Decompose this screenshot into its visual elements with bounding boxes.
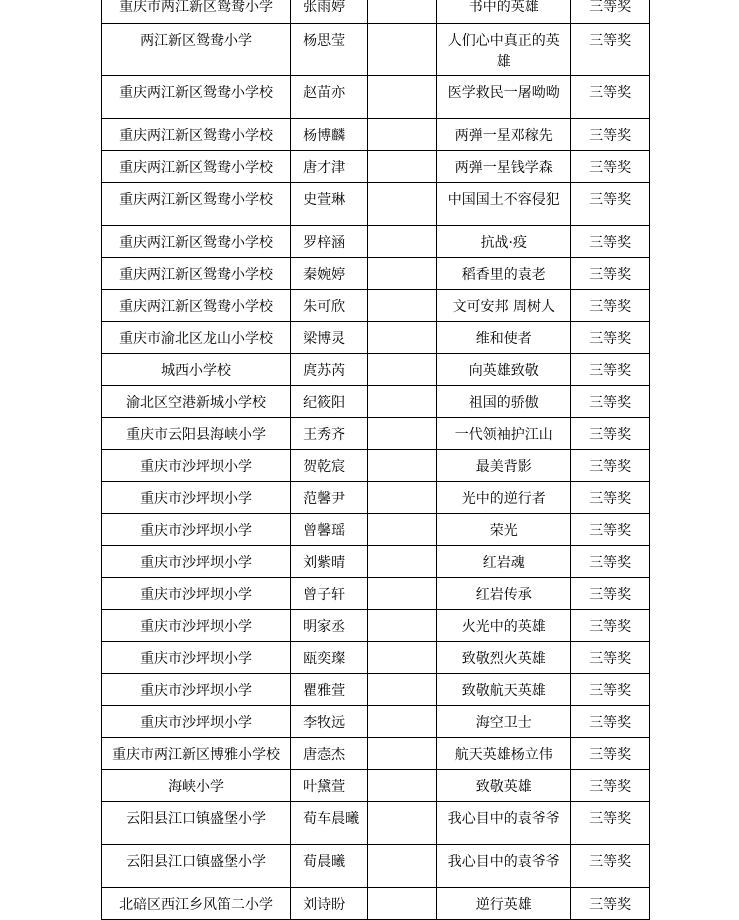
- work-title-cell: 维和使者: [437, 322, 571, 354]
- school-cell: 城西小学校: [102, 354, 291, 386]
- empty-cell: [367, 770, 437, 802]
- empty-cell: [367, 888, 437, 920]
- school-cell: 重庆市沙坪坝小学: [102, 450, 291, 482]
- student-name-cell: 杨思莹: [291, 24, 368, 76]
- work-title-cell: 医学救民一屠呦呦: [437, 76, 571, 119]
- student-name-cell: 秦婉婷: [291, 258, 368, 290]
- award-cell: 三等奖: [571, 354, 650, 386]
- work-title-cell: 我心目中的袁爷爷: [437, 845, 571, 888]
- work-title-cell: 最美背影: [437, 450, 571, 482]
- empty-cell: [367, 119, 437, 151]
- work-title-cell: 人们心中真正的英雄: [437, 24, 571, 76]
- empty-cell: [367, 24, 437, 76]
- empty-cell: [367, 354, 437, 386]
- school-cell: 重庆市沙坪坝小学: [102, 514, 291, 546]
- table-row: [102, 610, 650, 642]
- empty-cell: [367, 418, 437, 450]
- award-cell: 三等奖: [571, 610, 650, 642]
- table-row: [102, 770, 650, 802]
- work-title-cell: 红岩传承: [437, 578, 571, 610]
- school-cell: 重庆两江新区鸳鸯小学校: [102, 258, 291, 290]
- award-cell: 三等奖: [571, 642, 650, 674]
- table-row: [102, 119, 650, 151]
- empty-cell: [367, 706, 437, 738]
- empty-cell: [367, 642, 437, 674]
- table-row: [102, 76, 650, 119]
- empty-cell: [367, 450, 437, 482]
- school-cell: 重庆两江新区鸳鸯小学校: [102, 183, 291, 226]
- school-cell: 海峡小学: [102, 770, 291, 802]
- empty-cell: [367, 290, 437, 322]
- work-title-cell: 我心目中的袁爷爷: [437, 802, 571, 845]
- work-title-cell: 红岩魂: [437, 546, 571, 578]
- award-cell: 三等奖: [571, 24, 650, 76]
- student-name-cell: 叶黛萱: [291, 770, 368, 802]
- table-row: [102, 322, 650, 354]
- school-cell: 渝北区空港新城小学校: [102, 386, 291, 418]
- work-title-cell: 向英雄致敬: [437, 354, 571, 386]
- table-row: [102, 802, 650, 845]
- school-cell: 两江新区鸳鸯小学: [102, 24, 291, 76]
- table-row: [102, 888, 650, 920]
- school-cell: 重庆市沙坪坝小学: [102, 610, 291, 642]
- school-cell: 重庆市沙坪坝小学: [102, 546, 291, 578]
- work-title-cell: 中国国土不容侵犯: [437, 183, 571, 226]
- award-cell: 三等奖: [571, 674, 650, 706]
- school-cell: 重庆市沙坪坝小学: [102, 642, 291, 674]
- table-row: [102, 482, 650, 514]
- empty-cell: [367, 183, 437, 226]
- student-name-cell: 王秀齐: [291, 418, 368, 450]
- table-row: [102, 0, 650, 24]
- award-cell: 三等奖: [571, 706, 650, 738]
- student-name-cell: 纪筱阳: [291, 386, 368, 418]
- work-title-cell: 航天英雄杨立伟: [437, 738, 571, 770]
- table-row: [102, 845, 650, 888]
- student-name-cell: 杨博麟: [291, 119, 368, 151]
- table-row: [102, 24, 650, 76]
- award-cell: 三等奖: [571, 322, 650, 354]
- empty-cell: [367, 845, 437, 888]
- school-cell: 重庆市云阳县海峡小学: [102, 418, 291, 450]
- award-cell: 三等奖: [571, 183, 650, 226]
- empty-cell: [367, 738, 437, 770]
- student-name-cell: 荀车晨曦: [291, 802, 368, 845]
- school-cell: 重庆两江新区鸳鸯小学校: [102, 151, 291, 183]
- work-title-cell: 两弹一星钱学森: [437, 151, 571, 183]
- student-name-cell: 李牧远: [291, 706, 368, 738]
- school-cell: 重庆市沙坪坝小学: [102, 482, 291, 514]
- work-title-cell: 荣光: [437, 514, 571, 546]
- student-name-cell: 罗梓涵: [291, 226, 368, 258]
- student-name-cell: 曾馨瑶: [291, 514, 368, 546]
- empty-cell: [367, 514, 437, 546]
- award-cell: 三等奖: [571, 418, 650, 450]
- table-row: [102, 738, 650, 770]
- school-cell: 重庆市沙坪坝小学: [102, 578, 291, 610]
- student-name-cell: 唐才津: [291, 151, 368, 183]
- award-cell: 三等奖: [571, 0, 650, 24]
- student-name-cell: 刘紫晴: [291, 546, 368, 578]
- student-name-cell: 史萱琳: [291, 183, 368, 226]
- work-title-cell: 祖国的骄傲: [437, 386, 571, 418]
- student-name-cell: 唐悫杰: [291, 738, 368, 770]
- empty-cell: [367, 258, 437, 290]
- empty-cell: [367, 322, 437, 354]
- empty-cell: [367, 674, 437, 706]
- award-cell: 三等奖: [571, 578, 650, 610]
- award-cell: 三等奖: [571, 738, 650, 770]
- table-row: [102, 706, 650, 738]
- award-cell: 三等奖: [571, 290, 650, 322]
- school-cell: 云阳县江口镇盛堡小学: [102, 802, 291, 845]
- table-row: [102, 226, 650, 258]
- table-row: [102, 514, 650, 546]
- award-cell: 三等奖: [571, 258, 650, 290]
- award-cell: 三等奖: [571, 514, 650, 546]
- school-cell: 北碚区西江乡风笛二小学: [102, 888, 291, 920]
- table-row: [102, 183, 650, 226]
- award-cell: 三等奖: [571, 802, 650, 845]
- student-name-cell: 张雨婷: [291, 0, 368, 24]
- award-cell: 三等奖: [571, 226, 650, 258]
- award-cell: 三等奖: [571, 770, 650, 802]
- school-cell: 重庆市渝北区龙山小学校: [102, 322, 291, 354]
- empty-cell: [367, 482, 437, 514]
- student-name-cell: 瞿雅萱: [291, 674, 368, 706]
- table-row: [102, 642, 650, 674]
- empty-cell: [367, 76, 437, 119]
- award-cell: 三等奖: [571, 386, 650, 418]
- school-cell: 云阳县江口镇盛堡小学: [102, 845, 291, 888]
- student-name-cell: 荀晨曦: [291, 845, 368, 888]
- empty-cell: [367, 546, 437, 578]
- table-row: [102, 151, 650, 183]
- empty-cell: [367, 610, 437, 642]
- empty-cell: [367, 0, 437, 24]
- award-cell: 三等奖: [571, 151, 650, 183]
- student-name-cell: 庹苏芮: [291, 354, 368, 386]
- school-cell: 重庆市沙坪坝小学: [102, 706, 291, 738]
- table-row: [102, 258, 650, 290]
- work-title-cell: 致敬烈火英雄: [437, 642, 571, 674]
- empty-cell: [367, 386, 437, 418]
- school-cell: 重庆两江新区鸳鸯小学校: [102, 119, 291, 151]
- work-title-cell: 两弹一星邓稼先: [437, 119, 571, 151]
- awards-table: [101, 0, 650, 920]
- student-name-cell: 梁博灵: [291, 322, 368, 354]
- empty-cell: [367, 226, 437, 258]
- work-title-cell: 一代领袖护江山: [437, 418, 571, 450]
- student-name-cell: 朱可欣: [291, 290, 368, 322]
- work-title-cell: 光中的逆行者: [437, 482, 571, 514]
- work-title-cell: 致敬航天英雄: [437, 674, 571, 706]
- student-name-cell: 明家丞: [291, 610, 368, 642]
- award-cell: 三等奖: [571, 450, 650, 482]
- school-cell: 重庆市沙坪坝小学: [102, 674, 291, 706]
- work-title-cell: 致敬英雄: [437, 770, 571, 802]
- award-cell: 三等奖: [571, 546, 650, 578]
- school-cell: 重庆市两江新区鸳鸯小学: [102, 0, 291, 24]
- school-cell: 重庆两江新区鸳鸯小学校: [102, 226, 291, 258]
- student-name-cell: 瓯奕璨: [291, 642, 368, 674]
- award-cell: 三等奖: [571, 888, 650, 920]
- award-cell: 三等奖: [571, 482, 650, 514]
- student-name-cell: 曾子轩: [291, 578, 368, 610]
- table-row: [102, 450, 650, 482]
- work-title-cell: 火光中的英雄: [437, 610, 571, 642]
- work-title-cell: 海空卫士: [437, 706, 571, 738]
- empty-cell: [367, 578, 437, 610]
- student-name-cell: 范馨尹: [291, 482, 368, 514]
- work-title-cell: 抗战·疫: [437, 226, 571, 258]
- table-row: [102, 418, 650, 450]
- student-name-cell: 贺乾宸: [291, 450, 368, 482]
- student-name-cell: 刘诗盼: [291, 888, 368, 920]
- award-cell: 三等奖: [571, 76, 650, 119]
- school-cell: 重庆市两江新区博雅小学校: [102, 738, 291, 770]
- work-title-cell: 文可安邦 周树人: [437, 290, 571, 322]
- work-title-cell: 书中的英雄: [437, 0, 571, 24]
- table-row: [102, 290, 650, 322]
- student-name-cell: 赵苗亦: [291, 76, 368, 119]
- table-row: [102, 546, 650, 578]
- empty-cell: [367, 151, 437, 183]
- document-page: [101, 0, 650, 920]
- table-row: [102, 386, 650, 418]
- school-cell: 重庆两江新区鸳鸯小学校: [102, 76, 291, 119]
- award-cell: 三等奖: [571, 845, 650, 888]
- table-row: [102, 578, 650, 610]
- table-row: [102, 674, 650, 706]
- work-title-cell: 逆行英雄: [437, 888, 571, 920]
- work-title-cell: 稻香里的袁老: [437, 258, 571, 290]
- school-cell: 重庆两江新区鸳鸯小学校: [102, 290, 291, 322]
- table-row: [102, 354, 650, 386]
- empty-cell: [367, 802, 437, 845]
- award-cell: 三等奖: [571, 119, 650, 151]
